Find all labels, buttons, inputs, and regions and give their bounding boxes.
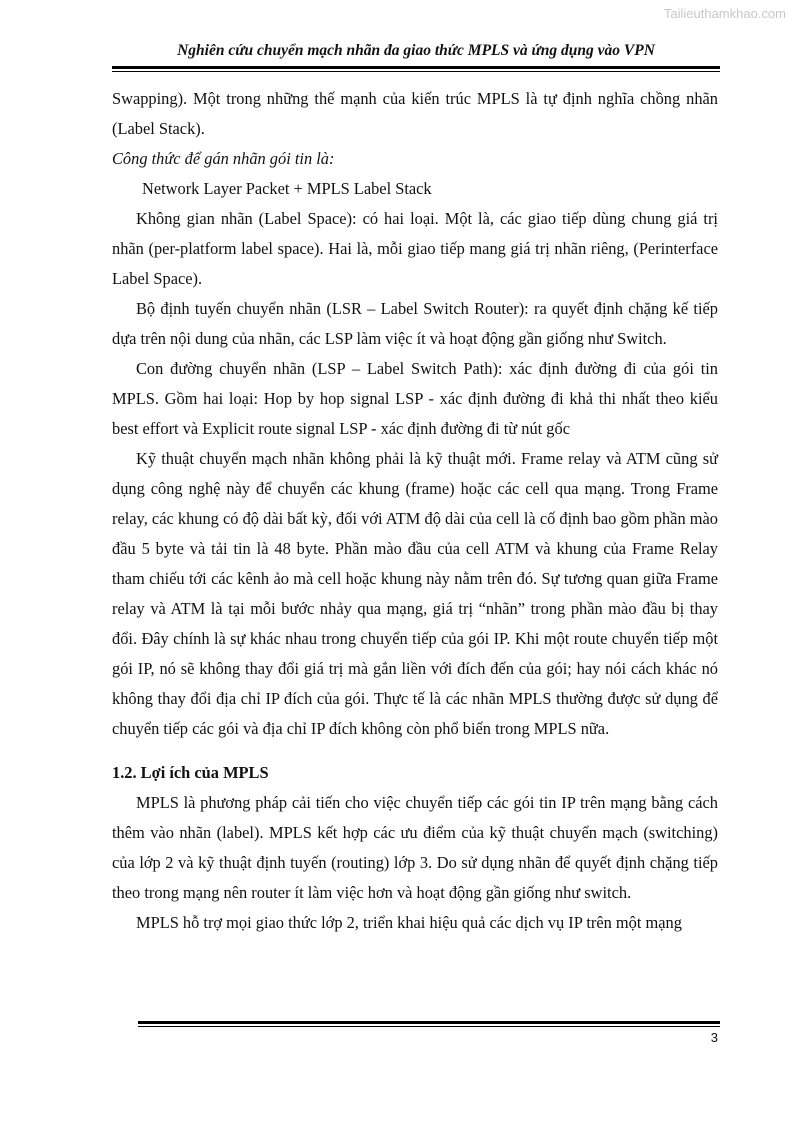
document-body: [112, 84, 718, 938]
formula: Network Layer Packet + MPLS Label Stack: [142, 179, 432, 198]
header-rule-thick: [112, 66, 720, 69]
page-number: 3: [710, 1030, 718, 1045]
header-rule-thin: [112, 71, 720, 72]
paragraph-continuation: Swapping). Một trong những thế mạnh của kiến trúc MPLS là tự định nghĩa chồng nhãn (Label Stack).: [112, 89, 718, 138]
footer-rule-thin: [138, 1026, 720, 1027]
paragraph-lsr: Bộ định tuyến chuyển nhãn (LSR – Label Switch Router): ra quyết định chặng kế tiếp dựa trên nội dung của nhãn, các LSP làm việc ít và hoạt động gần giống như Switch.: [112, 299, 718, 348]
paragraph-mpls-benefits: MPLS là phương pháp cải tiến cho việc chuyển tiếp các gói tin IP trên mạng bằng cách thêm vào nhãn (label). MPLS kết hợp các ưu điểm của kỹ thuật chuyển mạch (switching) của lớp 2 và kỹ thuật định tuyến (routing) lớp 3. Do sử dụng nhãn để quyết định chặng tiếp theo trong mạng nên router ít làm việc hơn và hoạt động gần giống như switch.: [112, 793, 718, 902]
formula-caption: Công thức để gán nhãn gói tin là:: [112, 149, 335, 168]
paragraph-lsp: Con đường chuyển nhãn (LSP – Label Switch Path): xác định đường đi của gói tin MPLS. Gồm hai loại: Hop by hop signal LSP - xác định đường đi khả thi nhất theo kiểu best effort và Explicit route signal LSP - xác định đường đi từ nút gốc: [112, 359, 718, 438]
paragraph-label-space: Không gian nhãn (Label Space): có hai loại. Một là, các giao tiếp dùng chung giá trị nhãn (per-platform label space). Hai là, mỗi giao tiếp mang giá trị nhãn riêng, (Perinterface Label Space).: [112, 209, 718, 288]
paragraph-label-switching: Kỹ thuật chuyển mạch nhãn không phải là kỹ thuật mới. Frame relay và ATM cũng sử dụng công nghệ này để chuyển các khung (frame) hoặc các cell qua mạng. Trong Frame relay, các khung có độ dài bất kỳ, đối với ATM độ dài của cell là cố định bao gồm phần mào đầu 5 byte và tải tin là 48 byte. Phần mào đầu của cell ATM và khung của Frame Relay tham chiếu tới các kênh ảo mà cell hoặc khung này nằm trên đó. Sự tương quan giữa Frame relay và ATM là tại mỗi bước nhảy qua mạng, giá trị “nhãn” trong phần mào đầu bị thay đổi. Đây chính là sự khác nhau trong chuyển tiếp của gói IP. Khi một route chuyển tiếp một gói IP, nó sẽ không thay đổi giá trị mà gắn liền với đích đến của gói; hay nói cách khác nó không thay đổi địa chỉ IP đích của gói. Thực tế là các nhãn MPLS thường được sử dụng để chuyển tiếp các gói và địa chỉ IP đích không còn phổ biến trong MPLS nữa.: [112, 449, 718, 738]
paragraph-mpls-layer2: MPLS hỗ trợ mọi giao thức lớp 2, triển khai hiệu quả các dịch vụ IP trên một mạng: [136, 913, 682, 932]
footer-rule-thick: [138, 1021, 720, 1024]
watermark: Tailieuthamkhao.com: [663, 6, 786, 21]
running-header: Nghiên cứu chuyển mạch nhãn đa giao thức MPLS và ứng dụng vào VPN: [177, 42, 655, 59]
section-heading: 1.2. Lợi ích của MPLS: [112, 763, 269, 782]
